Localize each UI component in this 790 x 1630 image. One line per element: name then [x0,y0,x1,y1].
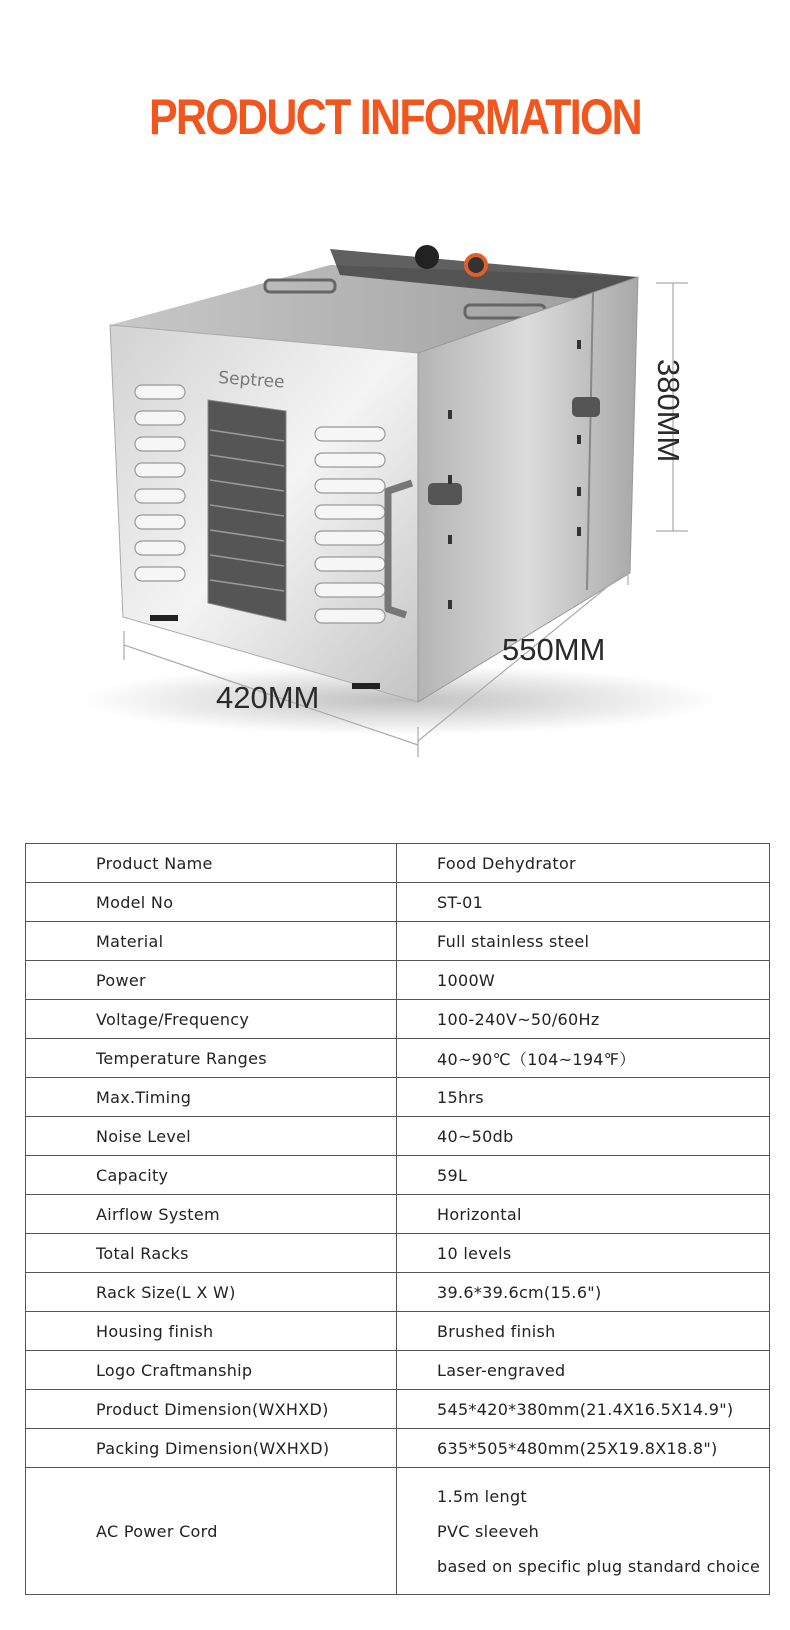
spec-value: 100-240V~50/60Hz [397,1000,770,1039]
table-row [26,1039,770,1078]
table-row [26,961,770,1000]
spec-value-multiline [397,1468,770,1595]
spec-key: Model No [26,883,397,922]
spec-value: 635*505*480mm(25X19.8X18.8") [397,1429,770,1468]
power-cord-line: PVC sleeveh [437,1521,540,1541]
brand-logo: Septree [217,368,286,393]
spec-key: Airflow System [26,1195,397,1234]
table-row [26,1234,770,1273]
width-label: 420MM [216,680,320,715]
spec-value: Brushed finish [397,1312,770,1351]
depth-label: 550MM [502,632,606,667]
spec-key: Noise Level [26,1117,397,1156]
spec-value: 59L [397,1156,770,1195]
table-row [26,1078,770,1117]
table-row [26,922,770,961]
spec-value: 39.6*39.6cm(15.6") [397,1273,770,1312]
spec-value: Full stainless steel [397,922,770,961]
table-row [26,1117,770,1156]
spec-key: Product Name [26,844,397,883]
height-label: 380MM [651,359,686,463]
product-image [40,205,770,795]
spec-key: Capacity [26,1156,397,1195]
door-latch [428,483,462,505]
spec-key: Temperature Ranges [26,1039,397,1078]
table-row [26,1429,770,1468]
spec-value: 545*420*380mm(21.4X16.5X14.9") [397,1390,770,1429]
spec-key: Product Dimension(WXHXD) [26,1390,397,1429]
spec-value: 15hrs [397,1078,770,1117]
spec-key: Power [26,961,397,1000]
table-row [26,1195,770,1234]
spec-value: 40~90℃（104~194℉） [397,1039,770,1078]
spec-value: Food Dehydrator [397,844,770,883]
spec-key: Logo Craftmanship [26,1351,397,1390]
spec-value: 10 levels [397,1234,770,1273]
side-latch [572,397,600,417]
spec-value: ST-01 [397,883,770,922]
spec-value: Laser-engraved [397,1351,770,1390]
table-row [26,1351,770,1390]
spec-key: Material [26,922,397,961]
table-row [26,1468,770,1595]
spec-key: Rack Size(L X W) [26,1273,397,1312]
spec-key: Packing Dimension(WXHXD) [26,1429,397,1468]
spec-value: Horizontal [397,1195,770,1234]
table-row [26,1156,770,1195]
table-row [26,1273,770,1312]
page-title: PRODUCT INFORMATION [148,89,642,145]
spec-value: 40~50db [397,1117,770,1156]
table-row [26,844,770,883]
spec-table [25,843,770,1595]
table-row [26,1312,770,1351]
table-row [26,883,770,922]
spec-key: Voltage/Frequency [26,1000,397,1039]
spec-key: Total Racks [26,1234,397,1273]
spec-key: Max.Timing [26,1078,397,1117]
spec-key: Housing finish [26,1312,397,1351]
table-row [26,1390,770,1429]
power-cord-line: 1.5m lengt [437,1486,527,1506]
timer-knob [415,245,439,269]
spec-key: AC Power Cord [26,1468,397,1595]
power-cord-line: based on specific plug standard choice [437,1556,761,1576]
table-row [26,1000,770,1039]
spec-value: 1000W [397,961,770,1000]
